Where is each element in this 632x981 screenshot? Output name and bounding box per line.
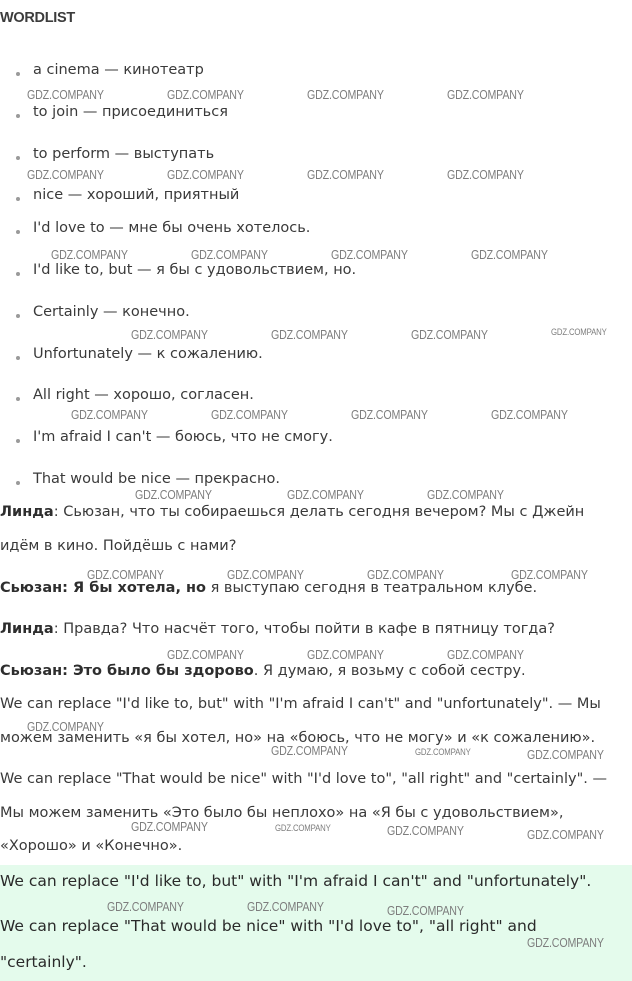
watermark: GDZ.COMPANY — [271, 743, 348, 758]
bullet-icon — [16, 156, 20, 160]
watermark: GDZ.COMPANY — [27, 87, 104, 102]
bullet-icon — [16, 114, 20, 118]
dialogue-line-linda-2 — [0, 621, 555, 637]
watermark: GDZ.COMPANY — [167, 647, 244, 662]
watermark: GDZ.COMPANY — [275, 823, 331, 834]
watermark: GDZ.COMPANY — [411, 327, 488, 342]
watermark: GDZ.COMPANY — [447, 647, 524, 662]
dialogue-line-susan-1 — [0, 580, 537, 596]
watermark: GDZ.COMPANY — [307, 87, 384, 102]
watermark: GDZ.COMPANY — [107, 899, 184, 914]
watermark: GDZ.COMPANY — [367, 567, 444, 582]
watermark: GDZ.COMPANY — [511, 567, 588, 582]
bullet-icon — [16, 397, 20, 401]
watermark: GDZ.COMPANY — [27, 719, 104, 734]
watermark: GDZ.COMPANY — [167, 167, 244, 182]
explanation-2b: Мы можем заменить «Это было бы неплохо» на «Я бы с удовольствием», — [0, 805, 564, 821]
dialogue-bold-phrase: : Это было бы здорово — [62, 663, 254, 679]
answer-line-3: "certainly". — [0, 953, 87, 971]
watermark: GDZ.COMPANY — [51, 247, 128, 262]
watermark: GDZ.COMPANY — [271, 327, 348, 342]
explanation-2a: We can replace "That would be nice" with "I'd love to", "all right" and "certainly". — — [0, 771, 607, 787]
watermark: GDZ.COMPANY — [447, 87, 524, 102]
wordlist-item: a cinema — кинотеатр — [33, 62, 204, 78]
speaker-linda: Линда — [0, 621, 54, 637]
watermark: GDZ.COMPANY — [527, 827, 604, 842]
bullet-icon — [16, 272, 20, 276]
bullet-icon — [16, 197, 20, 201]
wordlist-item: Certainly — конечно. — [33, 304, 190, 320]
watermark: GDZ.COMPANY — [191, 247, 268, 262]
wordlist-item: nice — хороший, приятный — [33, 187, 240, 203]
watermark: GDZ.COMPANY — [307, 647, 384, 662]
explanation-1b: можем заменить «я бы хотел, но» на «боюсь, что не могу» и «к сожалению». — [0, 730, 596, 746]
bullet-icon — [16, 230, 20, 234]
watermark: GDZ.COMPANY — [247, 899, 324, 914]
dialogue-bold-phrase: : Я бы хотела, но — [62, 580, 206, 596]
speaker-linda: Линда — [0, 504, 54, 520]
watermark: GDZ.COMPANY — [131, 327, 208, 342]
watermark: GDZ.COMPANY — [135, 487, 212, 502]
speaker-susan: Сьюзан — [0, 580, 63, 596]
watermark: GDZ.COMPANY — [71, 407, 148, 422]
explanation-1a: We can replace "I'd like to, but" with "I'm afraid I can't" and "unfortunately". — Мы — [0, 696, 601, 712]
watermark: GDZ.COMPANY — [447, 167, 524, 182]
answer-line-1: We can replace "I'd like to, but" with "I'm afraid I can't" and "unfortunately". — [0, 872, 592, 890]
watermark: GDZ.COMPANY — [227, 567, 304, 582]
watermark: GDZ.COMPANY — [491, 407, 568, 422]
dialogue-line-linda-1a — [0, 504, 584, 520]
wordlist-item: to perform — выступать — [33, 146, 215, 162]
watermark: GDZ.COMPANY — [287, 487, 364, 502]
dialogue-text: : Правда? Что насчёт того, чтобы пойти в кафе в пятницу тогда? — [53, 621, 555, 637]
wordlist-item: I'd like to, but — я бы с удовольствием, но. — [33, 262, 357, 278]
watermark: GDZ.COMPANY — [27, 167, 104, 182]
wordlist-item: to join — присоединиться — [33, 104, 228, 120]
watermark: GDZ.COMPANY — [307, 167, 384, 182]
bullet-icon — [16, 439, 20, 443]
watermark: GDZ.COMPANY — [471, 247, 548, 262]
bullet-icon — [16, 481, 20, 485]
watermark: GDZ.COMPANY — [415, 747, 471, 758]
dialogue-line-linda-1b: идём в кино. Пойдёшь с нами? — [0, 538, 237, 554]
wordlist-item: All right — хорошо, согласен. — [33, 387, 254, 403]
watermark: GDZ.COMPANY — [387, 823, 464, 838]
dialogue-text: . Я думаю, я возьму с собой сестру. — [253, 663, 526, 679]
bullet-icon — [16, 314, 20, 318]
wordlist-item: That would be nice — прекрасно. — [33, 471, 280, 487]
watermark: GDZ.COMPANY — [527, 747, 604, 762]
watermark: GDZ.COMPANY — [211, 407, 288, 422]
wordlist-item: I'm afraid I can't — боюсь, что не смогу. — [33, 429, 333, 445]
wordlist-item: I'd love to — мне бы очень хотелось. — [33, 220, 311, 236]
watermark: GDZ.COMPANY — [87, 567, 164, 582]
watermark: GDZ.COMPANY — [331, 247, 408, 262]
watermark: GDZ.COMPANY — [131, 819, 208, 834]
wordlist-item: Unfortunately — к сожалению. — [33, 346, 263, 362]
watermark: GDZ.COMPANY — [167, 87, 244, 102]
watermark: GDZ.COMPANY — [427, 487, 504, 502]
dialogue-line-susan-2 — [0, 663, 526, 679]
bullet-icon — [16, 72, 20, 76]
speaker-susan: Сьюзан — [0, 663, 63, 679]
watermark: GDZ.COMPANY — [387, 903, 464, 918]
dialogue-text: я выступаю сегодня в театральном клубе. — [205, 580, 538, 596]
explanation-2c: «Хорошо» и «Конечно». — [0, 838, 183, 854]
watermark: GDZ.COMPANY — [527, 935, 604, 950]
answer-line-2: We can replace "That would be nice" with "I'd love to", "all right" and — [0, 917, 537, 935]
wordlist-title: WORDLIST — [0, 10, 75, 26]
watermark: GDZ.COMPANY — [551, 327, 607, 338]
bullet-icon — [16, 356, 20, 360]
watermark: GDZ.COMPANY — [351, 407, 428, 422]
dialogue-text: : Сьюзан, что ты собираешься делать сегодня вечером? Мы с Джейн — [53, 504, 585, 520]
